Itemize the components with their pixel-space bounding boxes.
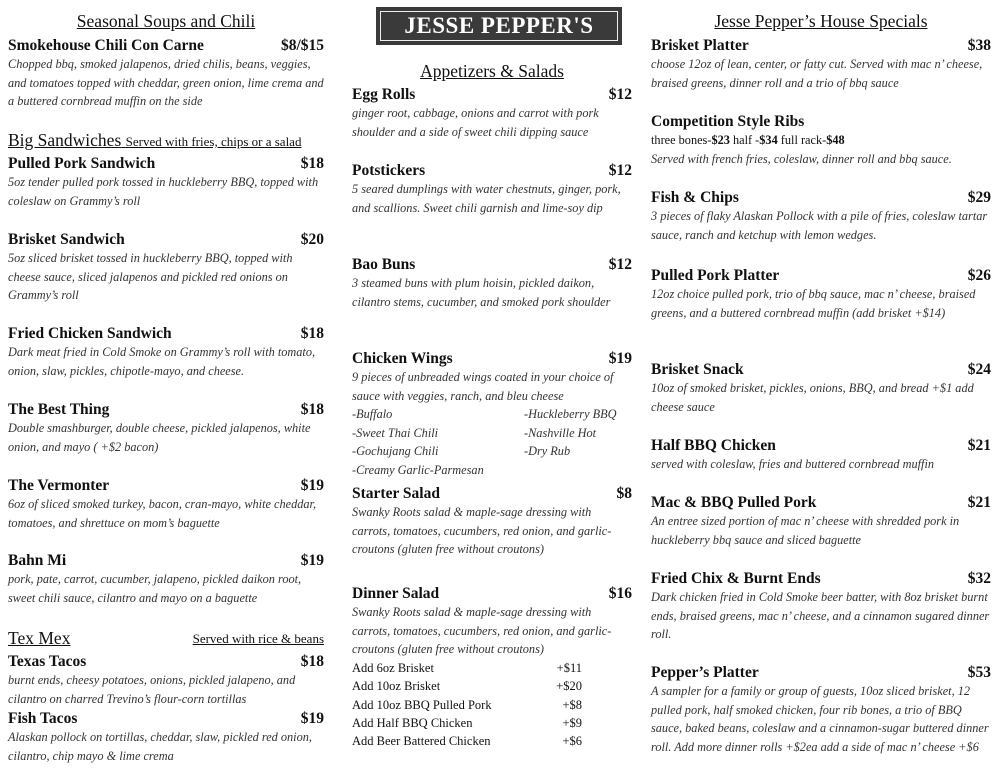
addon-row (352, 732, 582, 750)
menu-item (651, 188, 991, 244)
addon-label: Add 6oz Brisket (352, 661, 434, 675)
menu-item (8, 230, 324, 305)
item-price: $26 (967, 267, 991, 284)
item-desc: burnt ends, cheesy potatoes, onions, pickled jalapeno, and cilantro on charred Trevino’s flour-corn tortillas (8, 673, 296, 706)
sauce-option: -Huckleberry BBQ (524, 407, 617, 422)
sauce-option: -Dry Rub (524, 444, 571, 459)
item-name: Half BBQ Chicken (651, 437, 776, 454)
item-name: Brisket Sandwich (8, 231, 125, 248)
addon-row (352, 659, 582, 677)
addon-price: +$6 (562, 734, 582, 749)
rib-prices (651, 131, 991, 150)
addon-label: Add Half BBQ Chicken (352, 715, 473, 730)
addon-label: Add 10oz Brisket (352, 679, 441, 694)
menu-item (651, 36, 991, 92)
item-name: Pepper’s Platter (651, 664, 759, 681)
item-desc: choose 12oz of lean, center, or fatty cut. Served with mac n’ cheese, braised greens, dinner roll and a trio of bbq sauce (651, 57, 983, 90)
menu-item (8, 324, 324, 380)
item-desc: Alaskan pollock on tortillas, cheddar, slaw, pickled red onion, cilantro, chip mayo & lime crema (8, 730, 312, 763)
addon-price: +$20 (556, 679, 582, 694)
rib-price: $23 (711, 133, 730, 147)
item-price: $38 (967, 37, 991, 54)
item-desc: Swanky Roots salad & maple-sage dressing with carrots, tomatoes, cucumbers, red onion, and garlic-croutons (gluten free without croutons) (352, 505, 612, 557)
menu-item (651, 266, 991, 322)
restaurant-logo (376, 7, 622, 45)
item-price: $19 (608, 350, 632, 367)
menu-item-wings (352, 349, 632, 480)
item-name: Fish & Chips (651, 189, 739, 206)
item-desc: An entree sized portion of mac n’ cheese with shredded pork in huckleberry bbq sauce and sliced baguette (651, 514, 960, 547)
section-title-appetizers: Appetizers & Salads (420, 61, 564, 81)
sauce-option: -Sweet Thai Chili (352, 425, 439, 440)
item-name: Brisket Snack (651, 361, 744, 378)
section-title-text: Tex Mex (8, 628, 71, 648)
item-price: $19 (300, 552, 324, 569)
item-name: Fried Chix & Burnt Ends (651, 570, 821, 587)
item-price: $32 (967, 570, 991, 587)
section-title-texmex (8, 628, 324, 649)
item-desc: Served with french fries, coleslaw, dinner roll and bbq sauce. (651, 151, 952, 166)
menu-item-chili (8, 36, 324, 111)
item-name: Smokehouse Chili Con Carne (8, 37, 204, 54)
item-desc: pork, pate, carrot, cucumber, jalapeno, pickled daikon root, sweet chili sauce, cilantro and mayo on a baguette (8, 572, 302, 605)
item-price: $18 (300, 325, 324, 342)
menu-item (651, 493, 991, 549)
menu-item-ribs (651, 112, 991, 168)
menu-item (8, 154, 324, 210)
menu-item (8, 652, 324, 708)
item-desc: A sampler for a family or group of guests, 10oz sliced brisket, 12 pulled pork, half smoked chicken, four rib bones, a trio of BBQ sauce, baked beans, coleslaw and a cinnamon-sugar buttered dinner roll. Add more dinner rolls +$2ea add a side of mac n’ cheese +$6 (651, 684, 989, 754)
item-name: The Best Thing (8, 401, 110, 418)
item-name: The Vermonter (8, 477, 110, 494)
item-price: $18 (300, 155, 324, 172)
item-desc: Dark chicken fried in Cold Smoke beer batter, with 8oz brisket burnt ends, braised greens, mac n’ cheese, and a cinnamon sugared dinner roll. (651, 590, 990, 642)
item-desc: 3 pieces of flaky Alaskan Pollock with a pile of fries, coleslaw tartar sauce, ranch and ketchup with lemon wedges. (651, 209, 988, 242)
item-desc: 6oz of sliced smoked turkey, bacon, cran-mayo, white cheddar, tomatoes, and shrettuce on mom’s baguette (8, 497, 317, 530)
item-desc: ginger root, cabbage, onions and carrot with pork shoulder and a side of sweet chili dipping sauce (352, 106, 599, 139)
item-name: Dinner Salad (352, 585, 440, 602)
sauce-list (352, 405, 632, 479)
item-name: Potstickers (352, 162, 426, 179)
addon-row (352, 696, 582, 714)
item-price: $19 (300, 477, 324, 494)
item-price: $19 (300, 710, 324, 727)
addon-price: +$9 (562, 715, 582, 730)
section-title-soups: Seasonal Soups and Chili (76, 11, 256, 31)
item-name: Pulled Pork Sandwich (8, 155, 156, 172)
rib-size: half - (729, 133, 760, 147)
sauce-option: -Nashville Hot (524, 425, 597, 440)
item-name: Chicken Wings (352, 350, 453, 367)
item-name: Egg Rolls (352, 86, 416, 103)
item-price: $12 (608, 86, 632, 103)
menu-item (352, 584, 632, 659)
item-desc: Double smashburger, double cheese, pickled jalapenos, white onion, and mayo ( +$2 bacon) (8, 421, 311, 454)
item-price: $21 (967, 437, 991, 454)
item-desc: served with coleslaw, fries and buttered cornbread muffin (651, 457, 935, 471)
item-name: Texas Tacos (8, 653, 87, 670)
item-desc: 5oz sliced brisket tossed in huckleberry BBQ, topped with cheese sauce, sliced jalapenos and pickled red onions on Grammy’s roll (8, 251, 293, 303)
item-price: $8/$15 (280, 37, 324, 54)
item-name: Mac & BBQ Pulled Pork (651, 494, 817, 511)
menu-item (8, 476, 324, 532)
item-desc: 5oz tender pulled pork tossed in huckleberry BBQ, topped with coleslaw on Grammy’s roll (8, 175, 319, 208)
item-price: $29 (967, 189, 991, 206)
rib-price: $48 (826, 133, 845, 147)
section-title-sandwiches (8, 130, 324, 151)
item-price: $20 (300, 231, 324, 248)
item-name: Fried Chicken Sandwich (8, 325, 172, 342)
sauce-option: -Gochujang Chili (352, 444, 439, 459)
sauce-option: -Buffalo (352, 407, 393, 422)
item-price: $53 (967, 664, 991, 681)
addon-price: +$8 (562, 697, 582, 712)
item-name: Brisket Platter (651, 37, 749, 54)
menu-item (651, 360, 991, 416)
item-name: Starter Salad (352, 485, 440, 502)
sauce-option: -Creamy Garlic-Parmesan (352, 462, 484, 477)
item-price: $18 (300, 401, 324, 418)
item-price: $12 (608, 162, 632, 179)
item-price: $8 (616, 485, 632, 502)
menu-item (651, 569, 991, 644)
menu-item (352, 161, 632, 217)
item-desc: 3 steamed buns with plum hoisin, pickled daikon, cilantro stems, cucumber, and smoked pork shoulder (352, 276, 611, 309)
item-price: $21 (967, 494, 991, 511)
addon-label: Add Beer Battered Chicken (352, 734, 491, 749)
menu-item (352, 255, 632, 311)
addon-row (352, 714, 582, 732)
rib-size: full rack- (777, 133, 827, 147)
item-desc: 12oz choice pulled pork, trio of bbq sauce, mac n’ cheese, braised greens, and a buttered cornbread muffin (add brisket +$14) (651, 287, 976, 320)
menu-item (352, 484, 632, 559)
item-name: Bao Buns (352, 256, 416, 273)
item-price: $24 (967, 361, 991, 378)
menu-item (651, 663, 991, 756)
item-name: Pulled Pork Platter (651, 267, 780, 284)
menu-item (8, 709, 324, 765)
addon-list (352, 659, 582, 750)
addon-row (352, 677, 582, 695)
item-desc: Chopped bbq, smoked jalapenos, dried chilis, beans, veggies, and tomatoes topped with cheddar, green onion, lime crema and a buttered cornbread muffin on the side (8, 57, 324, 109)
item-name: Competition Style Ribs (651, 113, 805, 130)
item-desc: 5 seared dumplings with water chestnuts, ginger, pork, and scallions. Sweet chili garnish and lime-soy dip (352, 182, 621, 215)
item-price: $12 (608, 256, 632, 273)
menu-item (651, 436, 991, 474)
section-title-specials: Jesse Pepper’s House Specials (714, 11, 928, 31)
menu-item (8, 551, 324, 607)
item-desc: 10oz of smoked brisket, pickles, onions, BBQ, and bread +$1 add cheese sauce (651, 381, 974, 414)
logo-text: JESSE PEPPER'S (380, 11, 618, 41)
item-desc: Dark meat fried in Cold Smoke on Grammy’s roll with tomato, onion, slaw, pickles, chipotle-mayo, and cheese. (8, 345, 316, 378)
item-desc: 9 pieces of unbreaded wings coated in your choice of sauce with veggies, ranch, and bleu cheese (352, 370, 614, 403)
item-price: $18 (300, 653, 324, 670)
section-note: Served with rice & beans (192, 631, 324, 646)
rib-price: $34 (759, 133, 778, 147)
menu-item (352, 85, 632, 141)
rib-size: three bones- (651, 133, 712, 147)
section-note: Served with fries, chips or a salad (125, 134, 302, 149)
addon-price: +$11 (556, 661, 582, 675)
item-desc: Swanky Roots salad & maple-sage dressing with carrots, tomatoes, cucumbers, red onion, and garlic-croutons (gluten free without croutons) (352, 605, 612, 657)
menu-item (8, 400, 324, 456)
item-name: Fish Tacos (8, 710, 78, 727)
item-price: $16 (608, 585, 632, 602)
section-title-text: Big Sandwiches (8, 130, 122, 150)
item-name: Bahn Mi (8, 552, 67, 569)
addon-label: Add 10oz BBQ Pulled Pork (352, 697, 492, 712)
